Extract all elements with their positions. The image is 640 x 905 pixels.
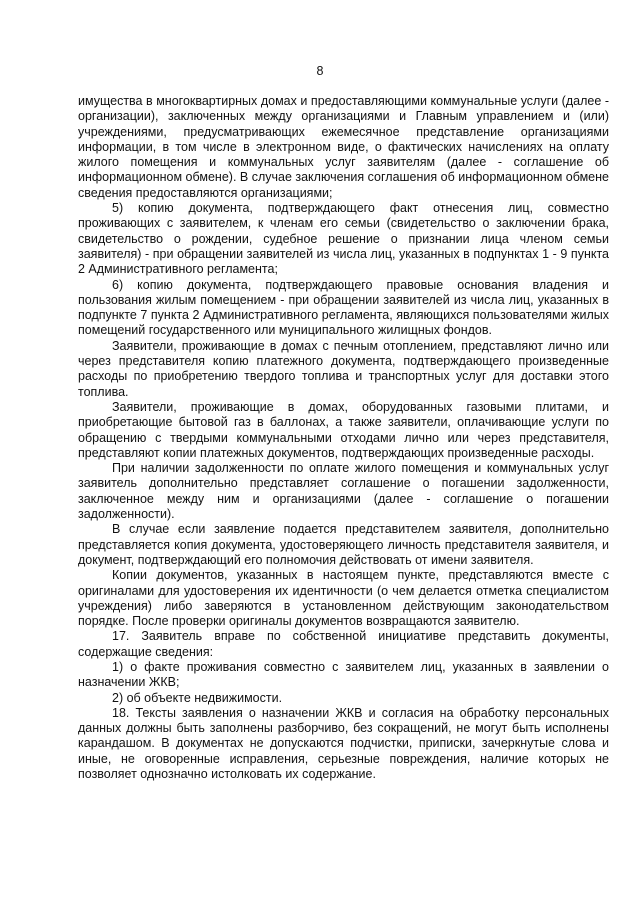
paragraph-item-6: 6) копию документа, подтверждающего правовые основания владения и пользования жилым помещением - при обращении заявителей из числа лиц, указанных в подпункте 7 пункта 2 Административного регламента, являющихся пользователями жилых помещений государственного или муниципального жилищных фондов. — [78, 277, 609, 338]
page-number: 8 — [316, 64, 324, 78]
document-body — [78, 94, 609, 782]
paragraph-representative: В случае если заявление подается представителем заявителя, дополнительно представляется копия документа, удостоверяющего личность представителя заявителя, и документ, подтверждающий его полномочия действовать от имени заявителя. — [78, 522, 609, 567]
paragraph-clause-17: 17. Заявитель вправе по собственной инициативе представить документы, содержащие сведения: — [78, 629, 609, 659]
paragraph-stove-heating: Заявители, проживающие в домах с печным отоплением, представляют лично или через представителя копию платежного документа, подтверждающего произведенные расходы по приобретению твердого топлива и транспортных услуг для доставки этого топлива. — [78, 338, 609, 399]
paragraph-clause-17-item-1: 1) о факте проживания совместно с заявителем лиц, указанных в заявлении о назначении ЖКВ; — [78, 659, 609, 690]
paragraph-item-5: 5) копию документа, подтверждающего факт отнесения лиц, совместно проживающих с заявителем, к членам его семьи (свидетельство о заключении брака, свидетельство о рождении, судебное решение о признании лица членом семьи заявителя) - при обращении заявителей из числа лиц, указанных в подпунктах 1 - 9 пункта 2 Административного регламента; — [78, 201, 609, 277]
paragraph-gas-cylinders: Заявители, проживающие в домах, оборудованных газовыми плитами, и приобретающие бытовой газ в баллонах, а также заявители, оплачивающие услуги по обращению с твердыми коммунальными отходами лично или через представителя, представляют копии платежных документов, подтверждающих произведенные расходы. — [78, 399, 609, 460]
paragraph-clause-17-item-2: 2) об объекте недвижимости. — [112, 690, 283, 705]
paragraph-document-copies: Копии документов, указанных в настоящем пункте, представляются вместе с оригиналами для удостоверения их идентичности (о чем делается отметка специалистом учреждения) либо заверяются в установленном действующим законодательством порядке. После проверки оригиналы документов возвращаются заявителю. — [78, 568, 609, 629]
paragraph-continuation: имущества в многоквартирных домах и предоставляющими коммунальные услуги (далее - организации), заключенных между организациями и Главным управлением и (или) учреждениями, предусматривающих ежемесячное представление организациями информации, в том числе в электронном виде, о фактических начислениях на оплату жилого помещения и коммунальных услуг заявителям (далее - соглашение об информационном обмене). В случае заключения соглашения об информационном обмене сведения предоставляются организациями; — [78, 94, 609, 200]
paragraph-clause-18: 18. Тексты заявления о назначении ЖКВ и согласия на обработку персональных данных должны быть заполнены разборчиво, без сокращений, не могут быть исполнены карандашом. В документах не допускаются подчистки, приписки, зачеркнутые слова и иные, не оговоренные исправления, серьезные повреждения, наличие которых не позволяет однозначно истолковать их содержание. — [78, 705, 609, 782]
paragraph-debt-agreement: При наличии задолженности по оплате жилого помещения и коммунальных услуг заявитель дополнительно представляет соглашение о погашении задолженности, заключенное между ним и организациями (далее - соглашение о погашении задолженности). — [78, 461, 609, 522]
